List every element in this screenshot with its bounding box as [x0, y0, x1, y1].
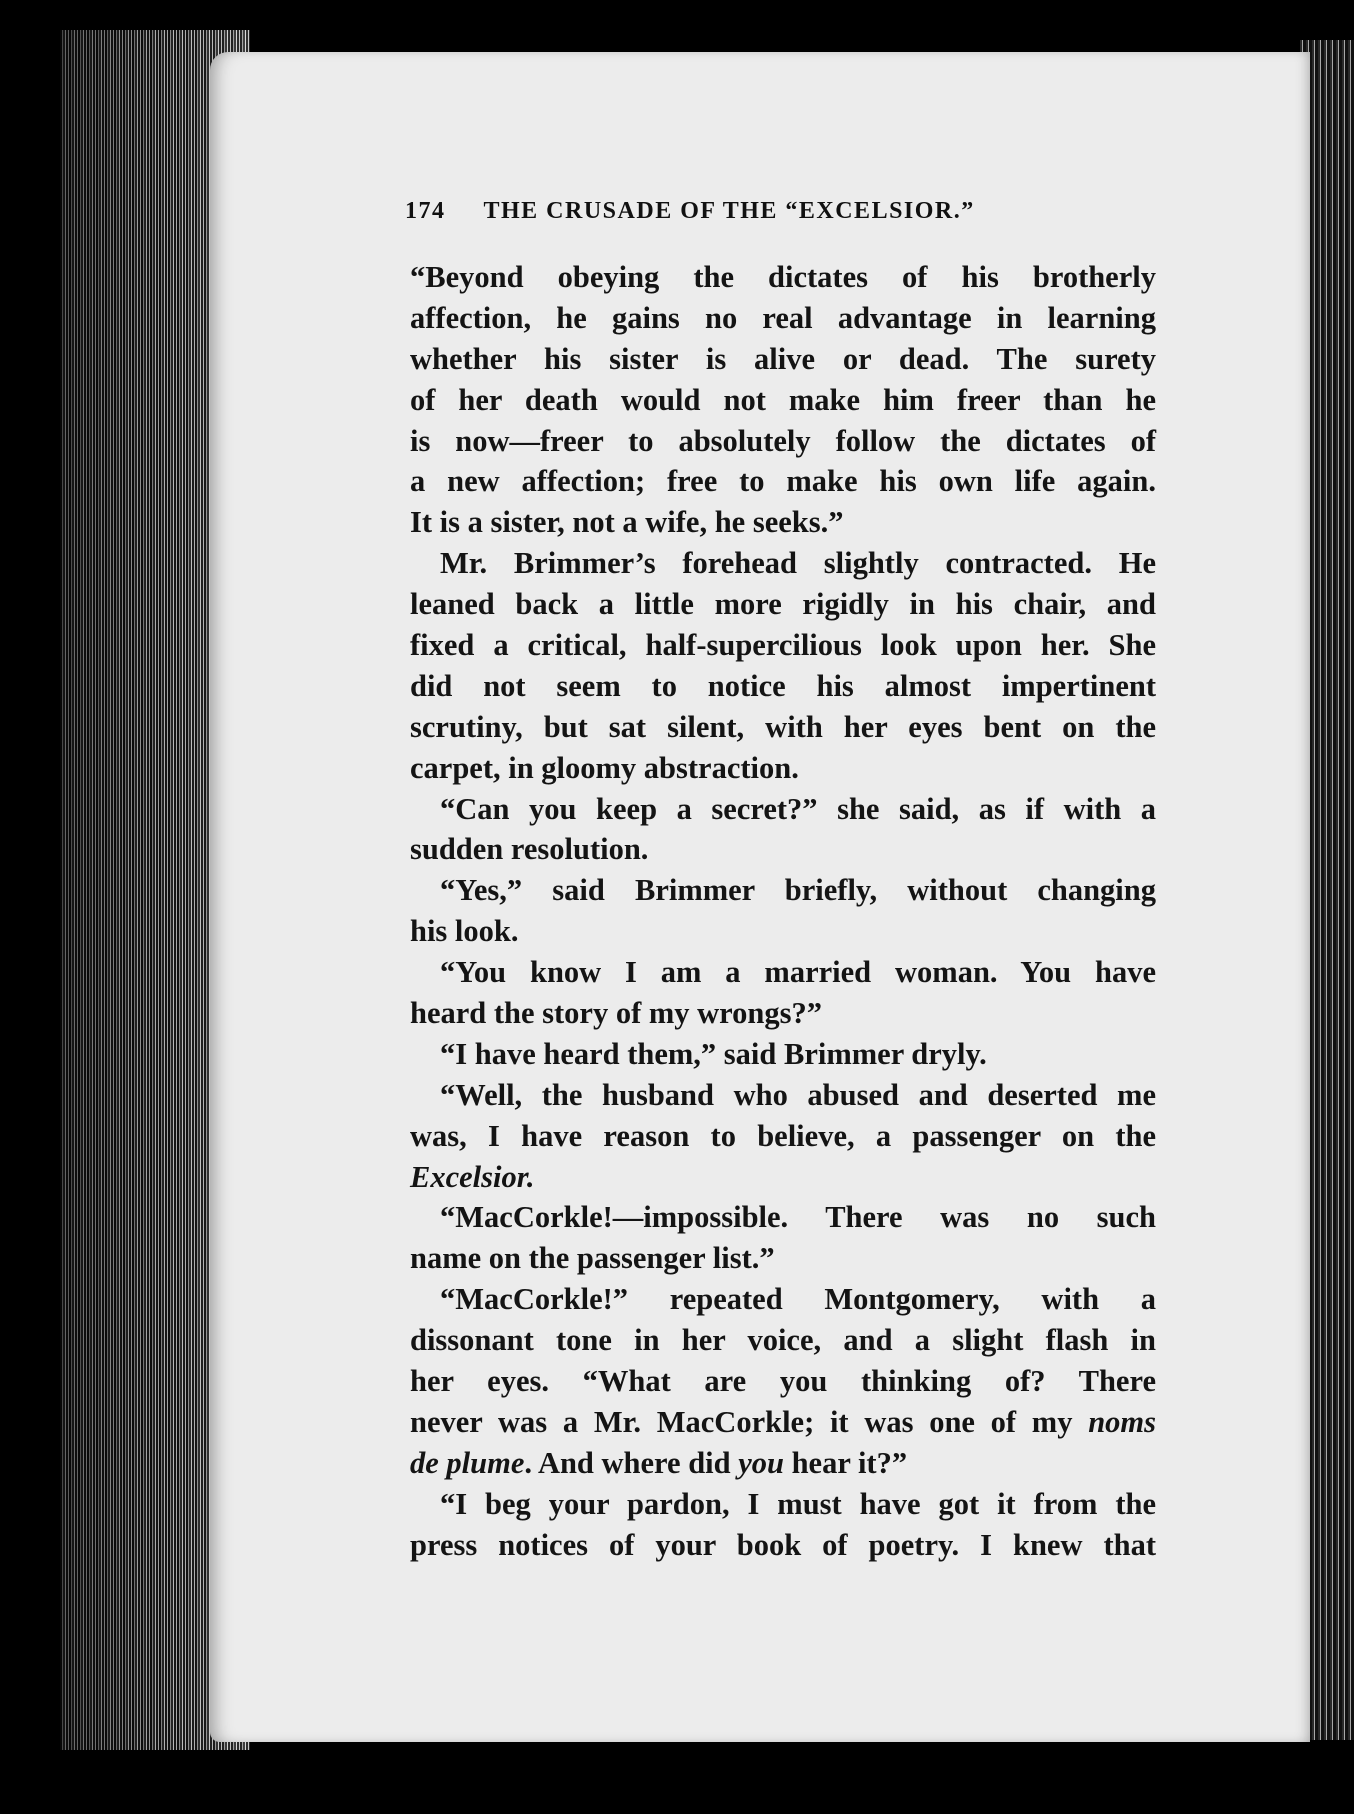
- text-line: a new affection; free to make his own life again.: [410, 464, 1156, 499]
- italic-fragment: noms: [1088, 1404, 1156, 1439]
- text-line: “MacCorkle!—impossible. There was no such: [440, 1200, 1156, 1235]
- text-line: heard the story of my wrongs?”: [410, 996, 823, 1031]
- text-line: is now—freer to absolutely follow the dictates of: [410, 423, 1156, 458]
- text-line: “Beyond obeying the dictates of his brotherly: [410, 260, 1156, 294]
- text-fragment: hear it?”: [783, 1445, 908, 1480]
- running-title: THE CRUSADE OF THE “EXCELSIOR.”: [483, 198, 975, 224]
- text-line: affection, he gains no real advantage in learning: [410, 300, 1156, 335]
- text-line: fixed a critical, half-supercilious look upon her. She: [410, 628, 1156, 663]
- text-line: sudden resolution.: [410, 832, 649, 867]
- text-line: her eyes. “What are you thinking of? There: [410, 1364, 1156, 1399]
- italic-fragment: you: [738, 1445, 784, 1480]
- text-line: dissonant tone in her voice, and a slight flash in: [410, 1323, 1156, 1358]
- text-line: “I have heard them,” said Brimmer dryly.: [440, 1036, 987, 1071]
- text-line: whether his sister is alive or dead. The surety: [410, 341, 1156, 376]
- text-line: his look.: [410, 914, 519, 949]
- text-line: “MacCorkle!” repeated Montgomery, with a: [440, 1282, 1156, 1317]
- text-line: name on the passenger list.”: [410, 1241, 775, 1276]
- text-line: leaned back a little more rigidly in his chair, and: [410, 587, 1156, 622]
- text-line: “Yes,” said Brimmer briefly, without changing: [440, 873, 1156, 908]
- text-fragment: . And where did: [524, 1445, 739, 1480]
- text-line: “Can you keep a secret?” she said, as if with a: [440, 791, 1156, 826]
- text-line: “I beg your pardon, I must have got it from the: [440, 1486, 1156, 1521]
- page-number: 174: [405, 198, 446, 224]
- text-line: press notices of your book of poetry. I knew that: [410, 1527, 1156, 1562]
- text-line: [410, 1402, 1156, 1443]
- text-line: Excelsior.: [410, 1159, 535, 1194]
- text-line: carpet, in gloomy abstraction.: [410, 750, 799, 785]
- italic-fragment: de plume: [410, 1445, 525, 1480]
- body-text: [410, 257, 1156, 1566]
- text-line: Mr. Brimmer’s forehead slightly contracted. He: [440, 546, 1156, 581]
- running-header: [405, 198, 1065, 225]
- text-line: was, I have reason to believe, a passenger on the: [410, 1118, 1156, 1153]
- text-line: scrutiny, but sat silent, with her eyes bent on the: [410, 709, 1156, 744]
- text-line: [410, 1443, 1156, 1484]
- text-fragment: never was a Mr. MacCorkle; it was one of my: [410, 1404, 1089, 1439]
- text-line: “Well, the husband who abused and deserted me: [440, 1077, 1156, 1112]
- text-line: of her death would not make him freer than he: [410, 382, 1156, 417]
- text-line: “You know I am a married woman. You have: [440, 955, 1156, 990]
- text-line: It is a sister, not a wife, he seeks.”: [410, 505, 844, 540]
- text-line: did not seem to notice his almost impertinent: [410, 668, 1156, 703]
